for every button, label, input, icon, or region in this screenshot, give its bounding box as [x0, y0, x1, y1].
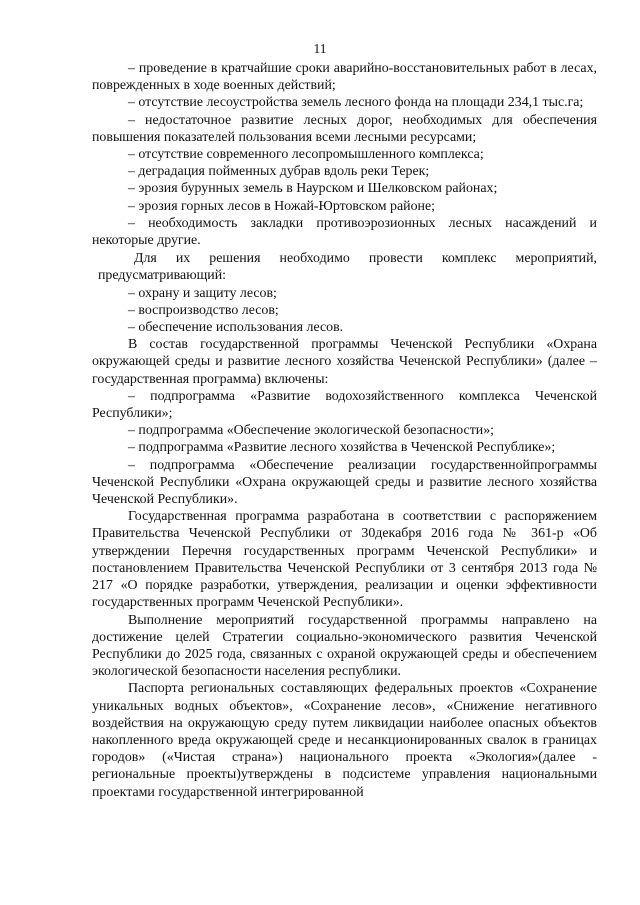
paragraph: Государственная программа разработана в соответствии с распоряжением Правительства Чеченской Республики от 30декабря 2016 года № 361-р «Об утверждении Перечня государственных программ Чеченской Республики» и постановлением Правительства Чеченской Республики от 3 сентября 2013 года № 217 «О порядке разработки, утверждения, реализации и оценки эффективности государственных программ Чеченской Республики». — [92, 509, 597, 611]
paragraph: – подпрограмма «Развитие водохозяйственного комплекса Чеченской Республики»; — [92, 388, 597, 422]
paragraph: – отсутствие лесоустройства земель лесного фонда на площади 234,1 тыс.га; — [128, 95, 584, 111]
paragraph: – необходимость закладки противоэрозионных лесных насаждений и некоторые другие. — [92, 215, 597, 249]
paragraph: В состав государственной программы Чеченской Республики «Охрана окружающей среды и развитие лесного хозяйства Чеченской Республики» (далее – государственная программа) включены: — [92, 337, 597, 387]
paragraph: Для их решения необходимо провести комплекс мероприятий, предусматривающий: — [98, 251, 597, 284]
paragraph: – подпрограмма «Развитие лесного хозяйства в Чеченской Республике»; — [128, 440, 556, 456]
paragraph: – подпрограмма «Обеспечение реализации государственнойпрограммы Чеченской Республики «Охрана окружающей среды и развитие лесного хозяйства Чеченской Республики». — [92, 457, 597, 508]
paragraph: – эрозия бурунных земель в Наурском и Шелковском районах; — [128, 181, 498, 197]
paragraph: – подпрограмма «Обеспечение экологической безопасности»; — [128, 423, 495, 439]
paragraph: – недостаточное развитие лесных дорог, необходимых для обеспечения повышения показателей пользования всеми лесными ресурсами; — [92, 112, 597, 145]
document-body — [92, 60, 597, 801]
paragraph: – отсутствие современного лесопромышленного комплекса; — [128, 147, 484, 163]
paragraph: – охрану и защиту лесов; — [128, 285, 277, 301]
page-number: 11 — [313, 41, 327, 56]
paragraph: Выполнение мероприятий государственной программы направлено на достижение целей Стратегии социально-экономического развития Чеченской Республики до 2025 года, связанных с охраной окружающей среды и обеспечением экологической безопасности населения республики. — [92, 612, 597, 680]
paragraph: – деградация пойменных дубрав вдоль реки Терек; — [128, 164, 430, 180]
paragraph: – проведение в кратчайшие сроки аварийно-восстановительных работ в лесах, поврежденных в ходе военных действий; — [92, 61, 597, 94]
paragraph: – эрозия горных лесов в Ножай-Юртовском районе; — [128, 198, 435, 214]
paragraph: Паспорта региональных составляющих федеральных проектов «Сохранение уникальных водных объектов», «Сохранение лесов», «Снижение негативного воздействия на окружающую среду путем ликвидации наиболее опасных объектов накопленного вреда окружающей среде и несанкционированных свалок в границах городов» («Чистая страна») национального проекта «Экология»(далее - региональные проекты)утверждены в подсистеме управления национальными проектами государственной интегрированной — [92, 681, 597, 800]
paragraph: – воспроизводство лесов; — [128, 302, 279, 318]
paragraph: – обеспечение использования лесов. — [128, 320, 344, 336]
